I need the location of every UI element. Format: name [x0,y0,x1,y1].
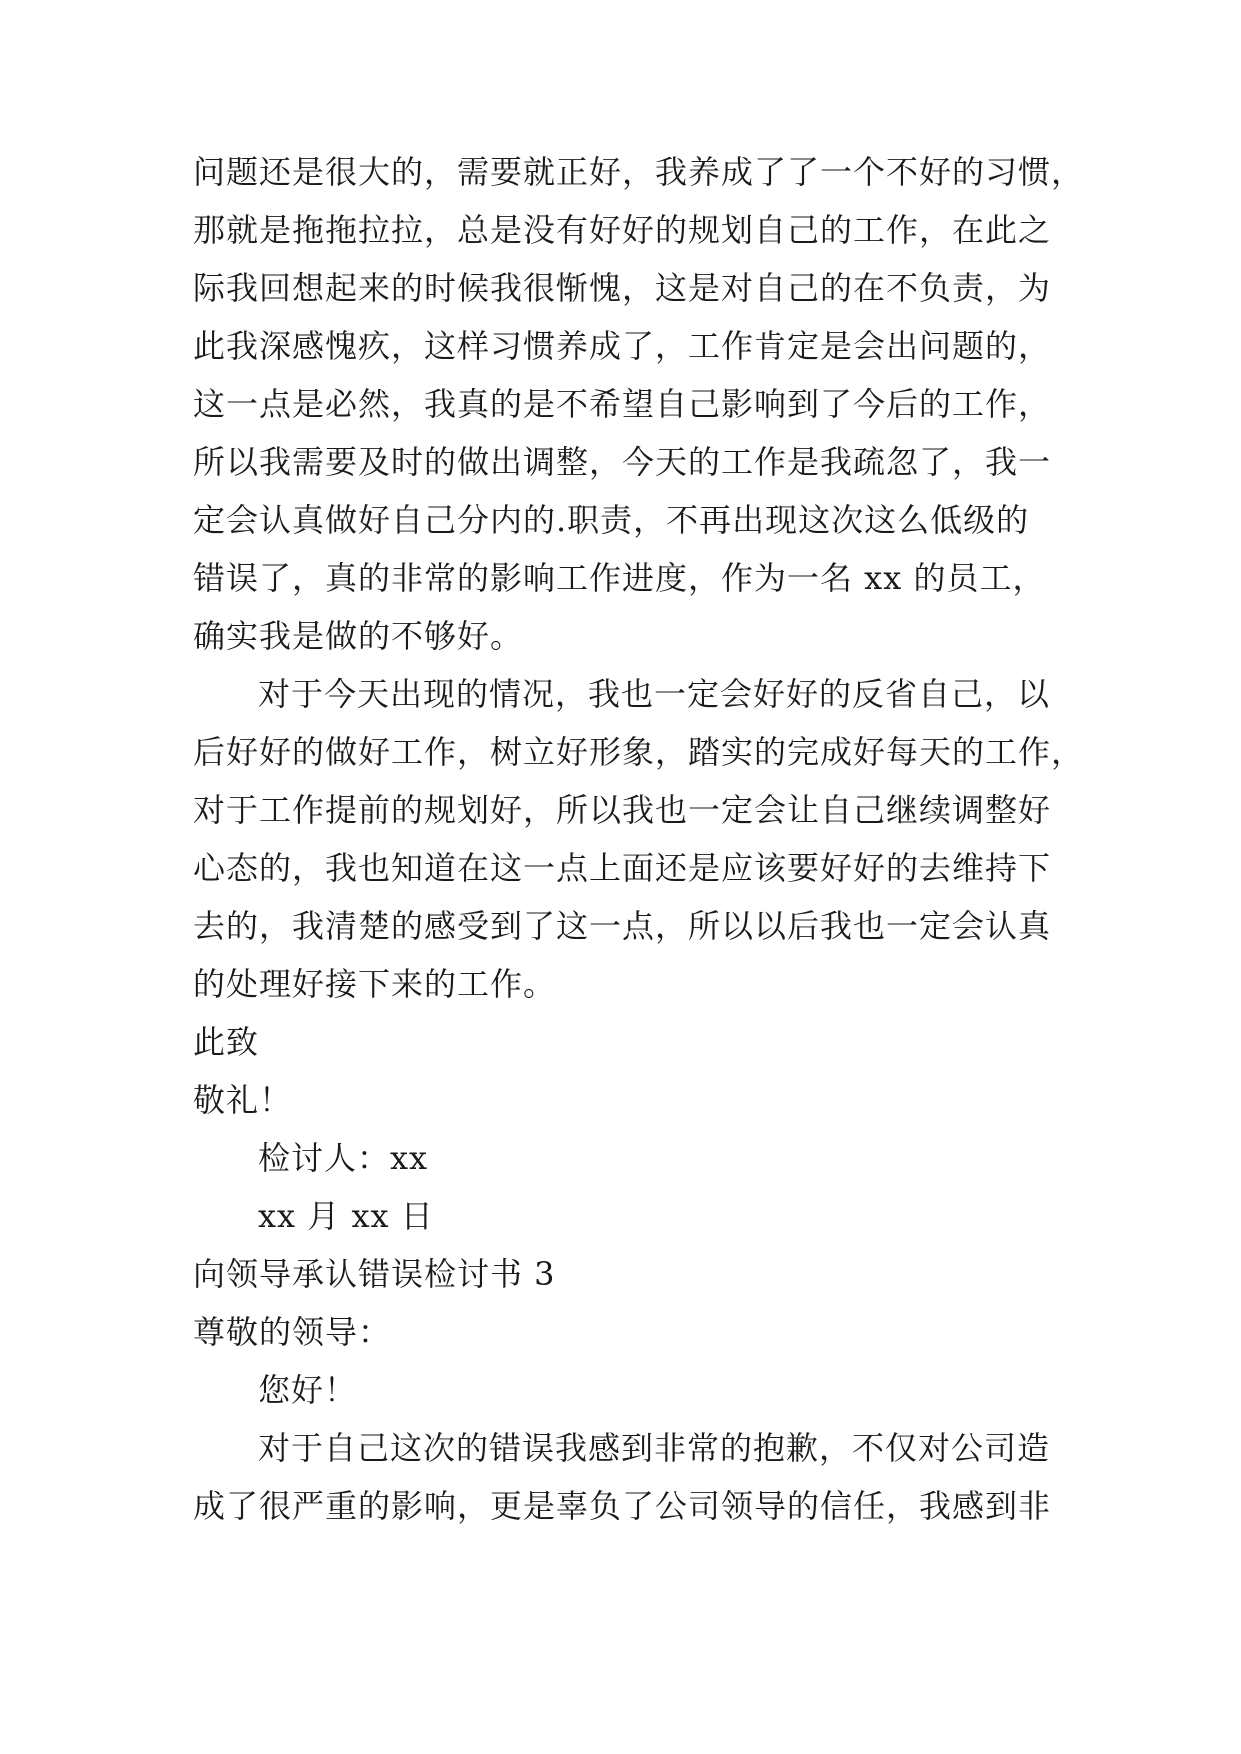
body-text-line: 定会认真做好自己分内的.职责，不再出现这次这么低级的 [193,501,1030,539]
body-text-line: 此我深感愧疚，这样习惯养成了，工作肯定是会出问题的， [193,327,1052,365]
body-text-line: 心态的，我也知道在这一点上面还是应该要好好的去维持下 [193,849,1052,887]
body-text-line: 那就是拖拖拉拉，总是没有好好的规划自己的工作，在此之 [193,211,1052,249]
paragraph-first-line: 对于自己这次的错误我感到非常的抱歉，不仅对公司造 [258,1429,1051,1467]
greeting-hello: 您好！ [258,1371,358,1409]
paragraph-first-line: 对于今天出现的情况，我也一定会好好的反省自己，以 [258,675,1051,713]
body-text-line: 后好好的做好工作，树立好形象，踏实的完成好每天的工作， [193,733,1085,771]
body-text-line: 对于工作提前的规划好，所以我也一定会让自己继续调整好 [193,791,1052,829]
body-text-line: 问题还是很大的，需要就正好，我养成了了一个不好的习惯， [193,153,1085,191]
body-text-line: 际我回想起来的时候我很惭愧，这是对自己的在不负责，为 [193,269,1052,307]
section-title: 向领导承认错误检讨书 3 [193,1255,556,1293]
closing-salutation: 此致 [193,1023,260,1061]
greeting-recipient: 尊敬的领导： [193,1313,392,1351]
body-text-line: 这一点是必然，我真的是不希望自己影响到了今后的工作， [193,385,1052,423]
body-text-line: 错误了，真的非常的影响工作进度，作为一名 xx 的员工， [193,559,1046,597]
body-text-line: 所以我需要及时的做出调整，今天的工作是我疏忽了，我一 [193,443,1052,481]
closing-regards: 敬礼！ [193,1081,293,1119]
signature-date: xx 月 xx 日 [258,1197,434,1235]
body-text-line: 成了很严重的影响，更是辜负了公司领导的信任，我感到非 [193,1487,1052,1525]
body-text-line: 去的，我清楚的感受到了这一点，所以以后我也一定会认真 [193,907,1052,945]
body-text-line: 的处理好接下来的工作。 [193,965,557,1003]
body-text-line: 确实我是做的不够好。 [193,617,524,655]
signature-name: 检讨人：xx [258,1139,429,1177]
